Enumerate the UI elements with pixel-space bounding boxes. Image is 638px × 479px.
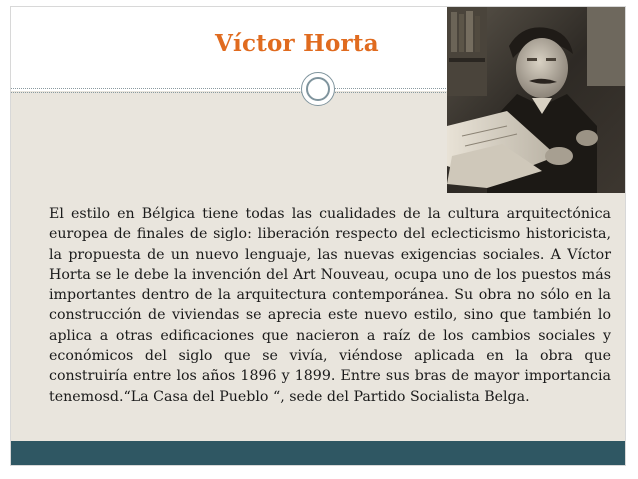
body-paragraph: El estilo en Bélgica tiene todas las cualidades de la cultura arquitectónica europea de finales de siglo: liberación respecto del eclecticismo historicista, la propuesta de un nuevo lenguaje, las nuevas exigencias sociales. A Víctor Horta se le debe la invención del Art Nouveau, ocupa uno de los puestos más importantes dentro de la arquitectura contemporánea. Su obra no sólo en la construcción de viviendas se aprecia este nuevo estilo, sino que también lo aplica a otras edificaciones que nacieron a raíz de los cambios sociales y económicos del siglo que se vivía, viéndose aplicada en la obra que construiría entre los años 1896 y 1899. Entre sus bras de mayor importancia tenemosd.“La Casa del Pueblo “, sede del Partido Socialista Belga. (49, 206, 611, 405)
slide-title: Víctor Horta (215, 30, 379, 57)
slide-frame (10, 6, 626, 466)
